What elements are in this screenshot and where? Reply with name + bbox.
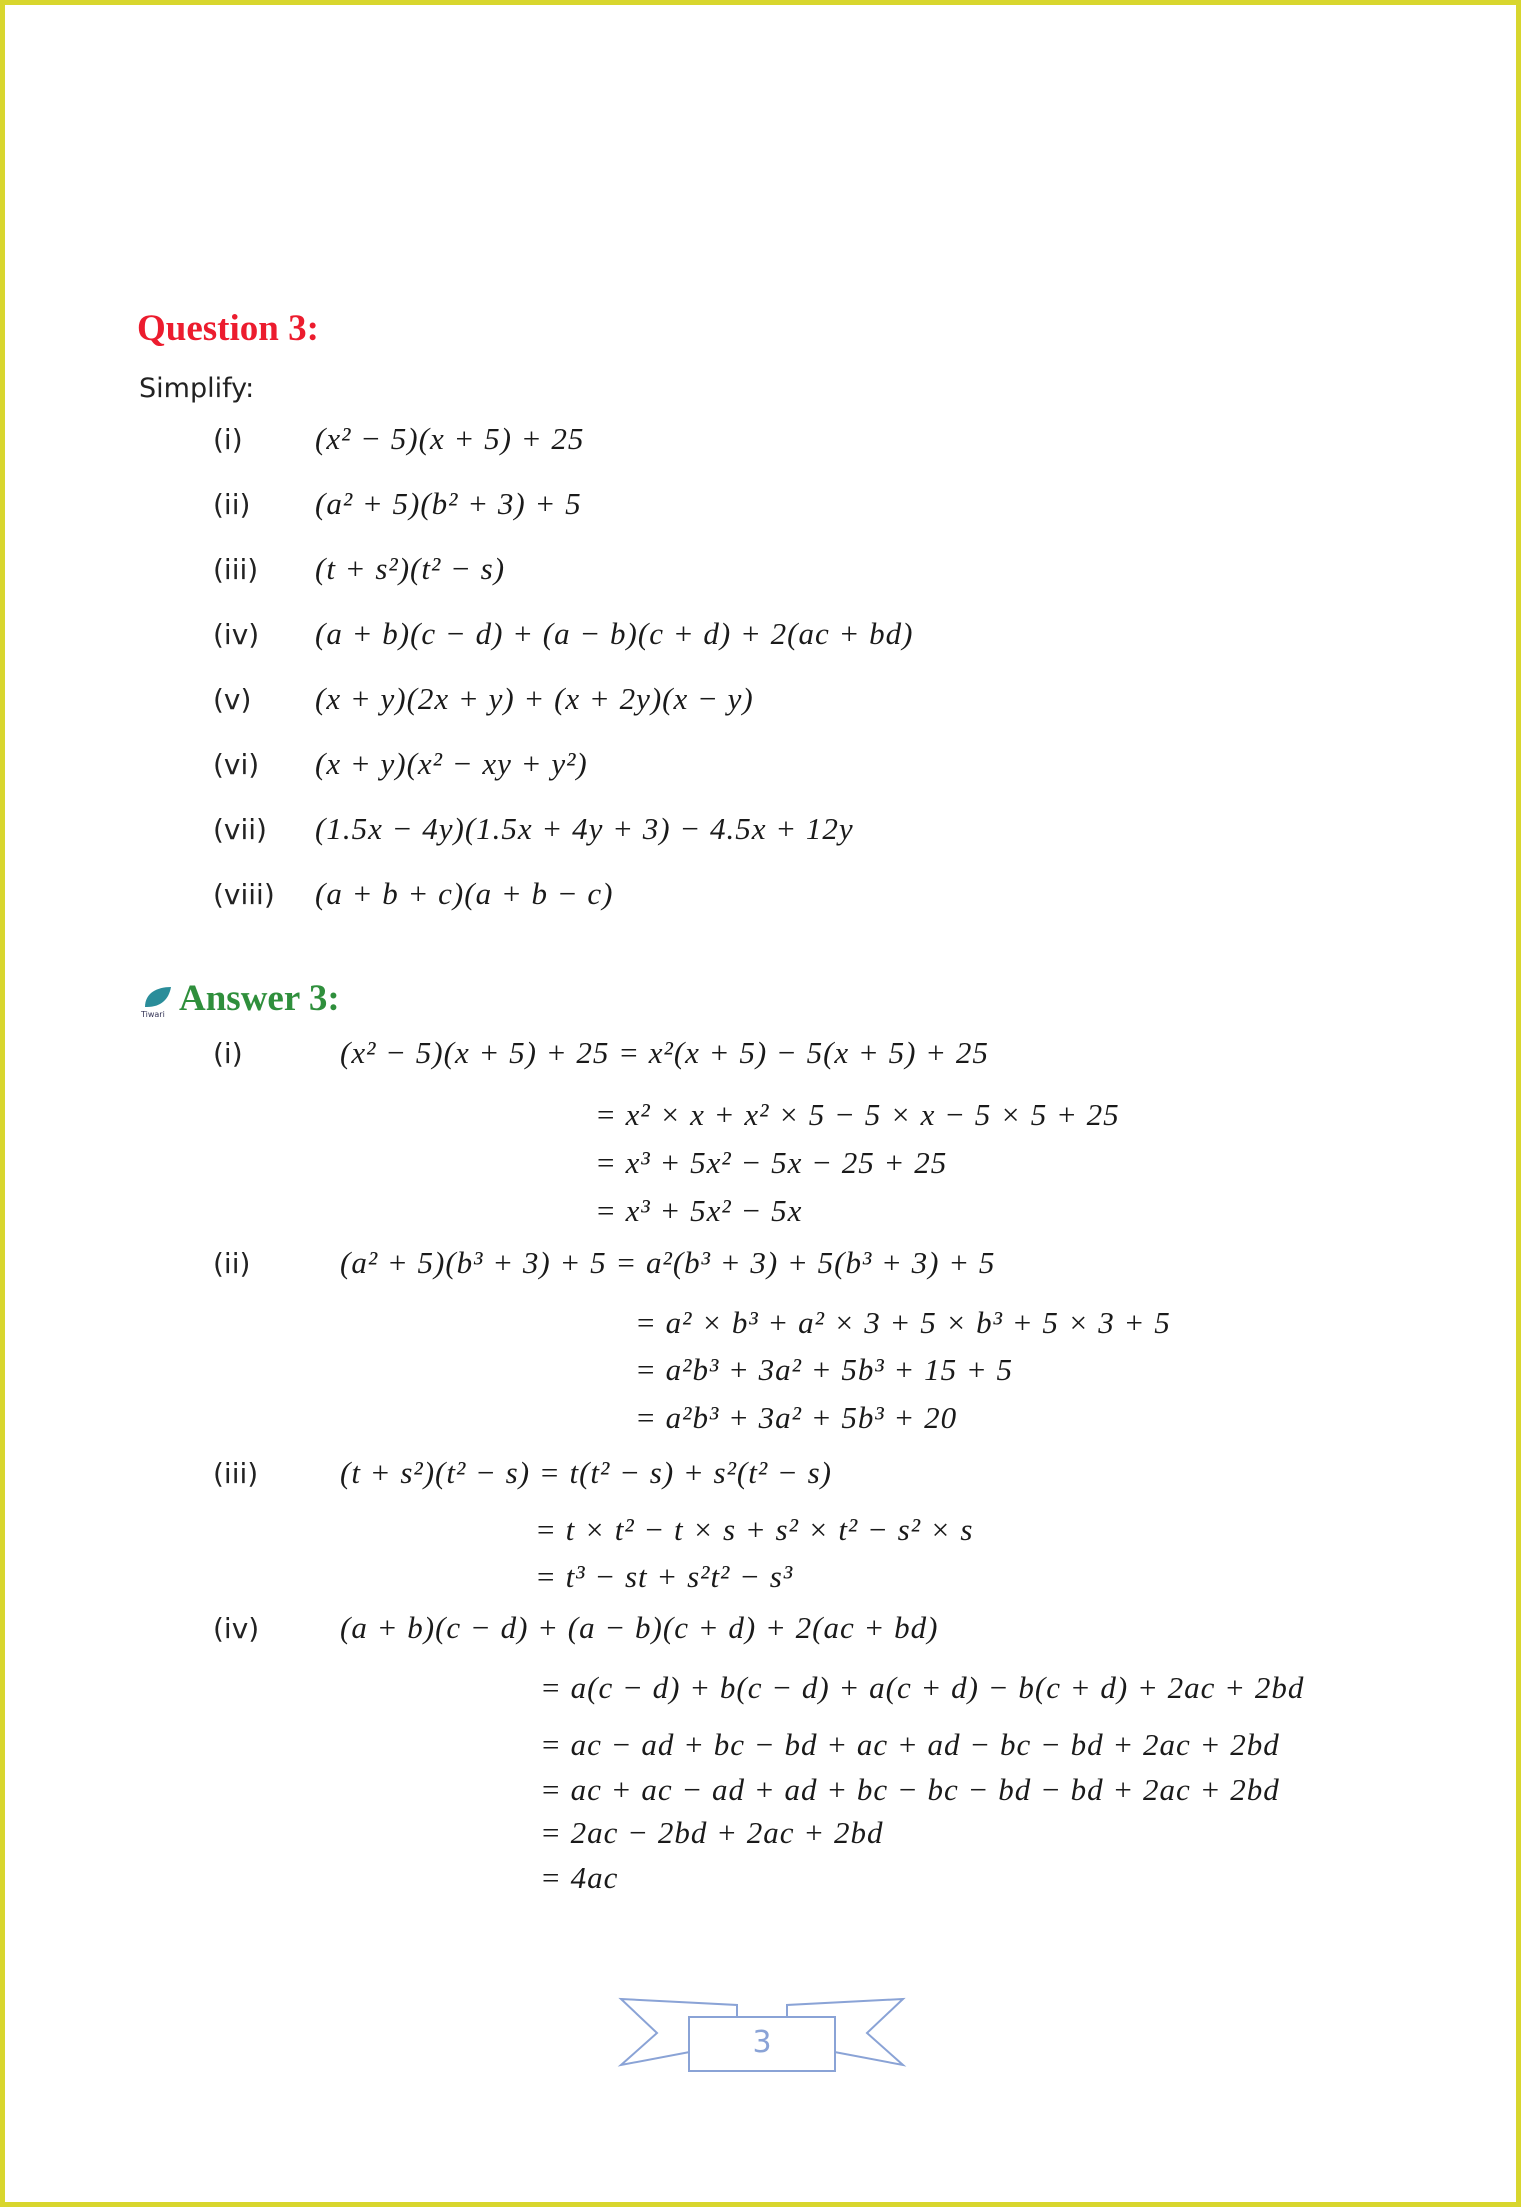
answer-first-line: (x² − 5)(x + 5) + 25 = x²(x + 5) − 5(x + 5) + 25	[340, 1035, 989, 1070]
answer-step: = a(c − d) + b(c − d) + a(c + d) − b(c + d) + 2ac + 2bd	[540, 1670, 1305, 1705]
svg-text:Tiwari: Tiwari	[141, 1010, 165, 1019]
answer-step: = 4ac	[540, 1860, 619, 1895]
answer-label: (i)	[213, 1037, 243, 1070]
item-label: (vi)	[213, 748, 260, 781]
item-label: (vii)	[213, 813, 267, 846]
item-label: (iv)	[213, 618, 260, 651]
answer-step: = x³ + 5x² − 5x − 25 + 25	[595, 1145, 948, 1180]
answer-first-line: (a² + 5)(b³ + 3) + 5 = a²(b³ + 3) + 5(b³ + 3) + 5	[340, 1245, 996, 1280]
answer-first-line: (a + b)(c − d) + (a − b)(c + d) + 2(ac + bd)	[340, 1610, 939, 1645]
item-label: (iii)	[213, 553, 259, 586]
answer-step: = t × t² − t × s + s² × t² − s² × s	[535, 1512, 974, 1547]
item-label: (ii)	[213, 488, 251, 521]
item-expression: (x² − 5)(x + 5) + 25	[315, 421, 585, 456]
item-expression: (a² + 5)(b² + 3) + 5	[315, 486, 582, 521]
answer-heading: Answer 3:	[179, 978, 340, 1019]
instruction-text: Simplify:	[139, 373, 255, 404]
answer-step: = t³ − st + s²t² − s³	[535, 1559, 794, 1594]
answer-step: = a² × b³ + a² × 3 + 5 × b³ + 5 × 3 + 5	[635, 1305, 1171, 1340]
answer-step: = 2ac − 2bd + 2ac + 2bd	[540, 1815, 884, 1850]
item-expression: (a + b)(c − d) + (a − b)(c + d) + 2(ac + bd)	[315, 616, 914, 651]
question-heading: Question 3:	[137, 308, 319, 349]
answer-step: = a²b³ + 3a² + 5b³ + 20	[635, 1400, 958, 1435]
item-expression: (x + y)(2x + y) + (x + 2y)(x − y)	[315, 681, 754, 716]
answer-label: (iii)	[213, 1457, 259, 1490]
page-number: 3	[752, 2025, 772, 2060]
item-expression: (a + b + c)(a + b − c)	[315, 876, 614, 911]
answer-step: = ac + ac − ad + ad + bc − bc − bd − bd + 2ac + 2bd	[540, 1772, 1280, 1807]
item-expression: (1.5x − 4y)(1.5x + 4y + 3) − 4.5x + 12y	[315, 811, 854, 846]
page-number-ribbon	[617, 1995, 907, 2075]
answer-label: (iv)	[213, 1612, 260, 1645]
item-label: (viii)	[213, 878, 275, 911]
tiwari-logo-icon	[139, 985, 173, 1019]
answer-step: = a²b³ + 3a² + 5b³ + 15 + 5	[635, 1352, 1014, 1387]
answer-first-line: (t + s²)(t² − s) = t(t² − s) + s²(t² − s)	[340, 1455, 832, 1490]
answer-step: = x³ + 5x² − 5x	[595, 1193, 803, 1228]
answer-step: = ac − ad + bc − bd + ac + ad − bc − bd + 2ac + 2bd	[540, 1727, 1280, 1762]
item-label: (v)	[213, 683, 252, 716]
item-label: (i)	[213, 423, 243, 456]
item-expression: (t + s²)(t² − s)	[315, 551, 506, 586]
answer-step: = x² × x + x² × 5 − 5 × x − 5 × 5 + 25	[595, 1097, 1120, 1132]
answer-label: (ii)	[213, 1247, 251, 1280]
item-expression: (x + y)(x² − xy + y²)	[315, 746, 588, 781]
